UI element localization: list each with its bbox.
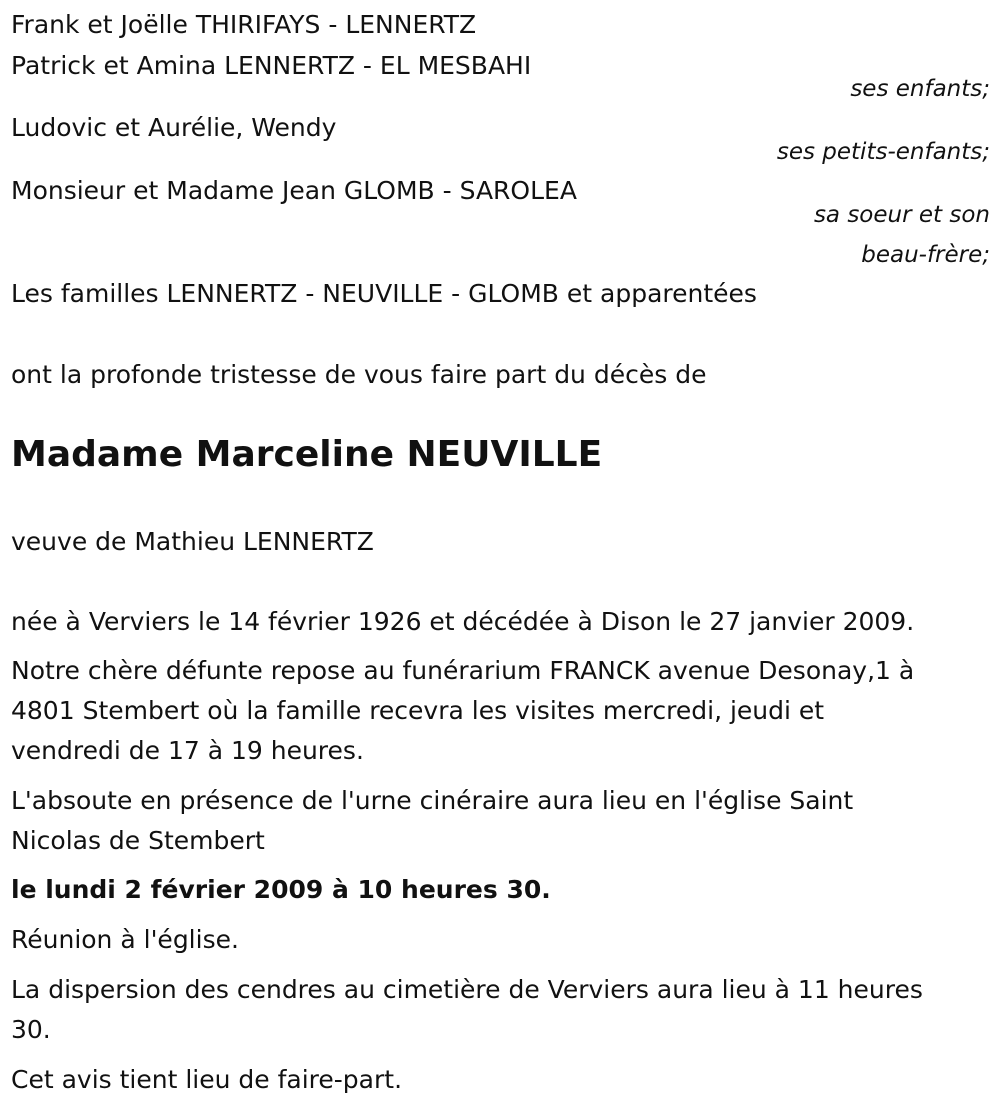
sister-role-2: beau-frère; [861, 242, 990, 268]
grandchildren-role: ses petits-enfants; [776, 139, 990, 165]
rest-line-3: vendredi de 17 à 19 heures. [11, 736, 364, 765]
family-line-2: Patrick et Amina LENNERTZ - EL MESBAHI [11, 51, 532, 80]
announcement: ont la profonde tristesse de vous faire part du décès de [11, 360, 707, 389]
rest-line-2: 4801 Stembert où la famille recevra les visites mercredi, jeudi et [11, 696, 825, 725]
families-line: Les familles LENNERTZ - NEUVILLE - GLOMB et apparentées [11, 279, 757, 308]
dispersion-line-2: 30. [11, 1015, 51, 1044]
deceased-name: Madame Marceline NEUVILLE [11, 434, 603, 475]
ceremony-date: le lundi 2 février 2009 à 10 heures 30. [11, 875, 551, 904]
widow-of: veuve de Mathieu LENNERTZ [11, 527, 374, 556]
dispersion-line-1: La dispersion des cendres au cimetière de Verviers aura lieu à 11 heures [11, 975, 923, 1004]
children-role: ses enfants; [850, 76, 990, 102]
grandchildren-line: Ludovic et Aurélie, Wendy [11, 113, 337, 142]
rest-line-1: Notre chère défunte repose au funérarium FRANCK avenue Desonay,1 à [11, 656, 915, 685]
sister-role-1: sa soeur et son [813, 202, 990, 228]
closing-line: Cet avis tient lieu de faire-part. [11, 1065, 403, 1094]
reunion-line: Réunion à l'église. [11, 925, 239, 954]
birth-death: née à Verviers le 14 février 1926 et décédée à Dison le 27 janvier 2009. [11, 607, 915, 636]
sister-line: Monsieur et Madame Jean GLOMB - SAROLEA [11, 176, 577, 205]
absoute-line-1: L'absoute en présence de l'urne cinéraire aura lieu en l'église Saint [11, 786, 854, 815]
absoute-line-2: Nicolas de Stembert [11, 826, 265, 855]
family-line-1: Frank et Joëlle THIRIFAYS - LENNERTZ [11, 10, 477, 39]
